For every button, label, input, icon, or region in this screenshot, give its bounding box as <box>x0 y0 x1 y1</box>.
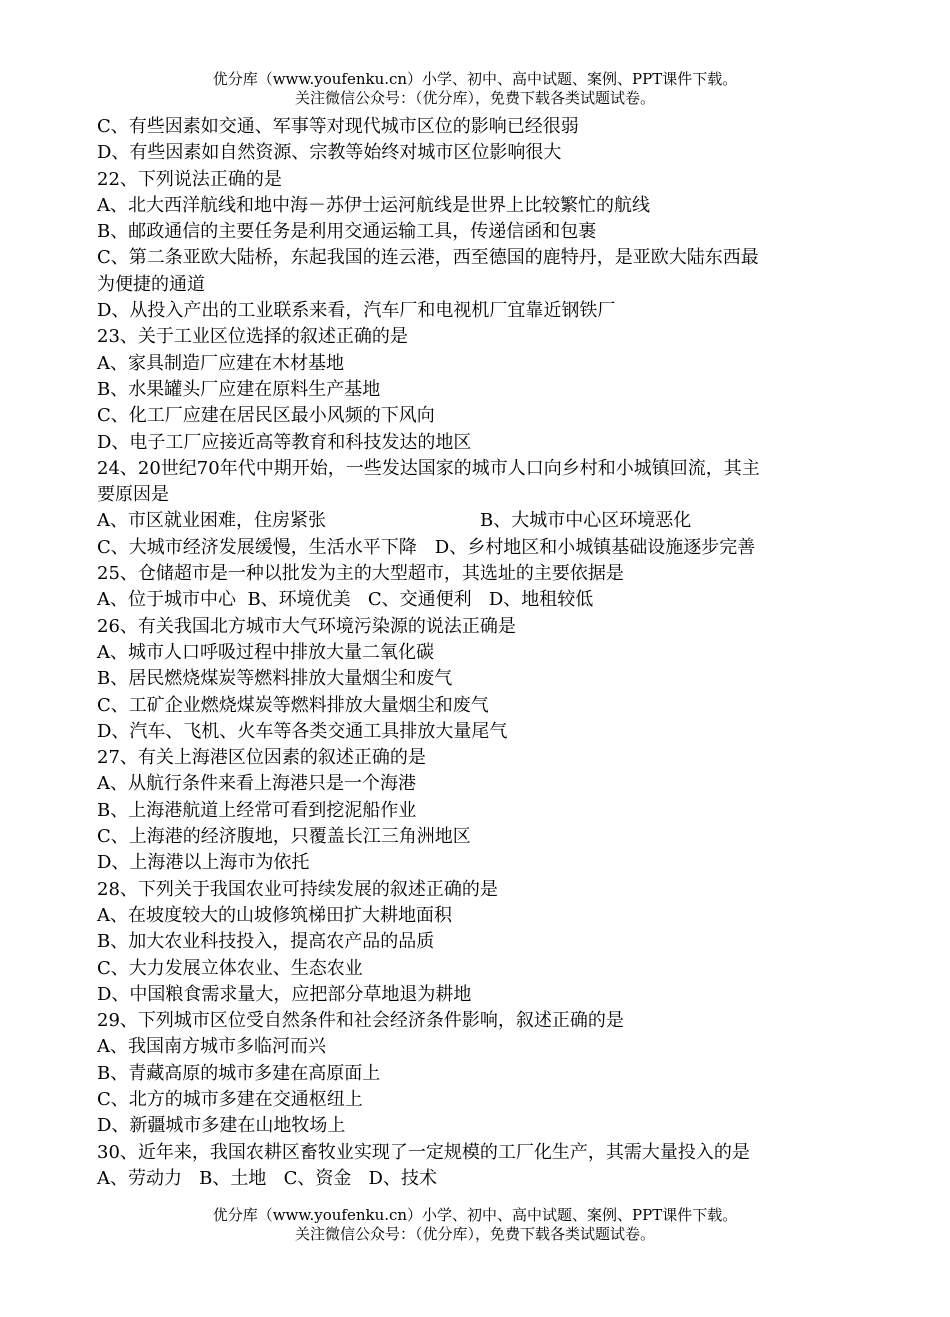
q24-options-ab <box>97 508 867 534</box>
q29-option-d: D、新疆城市多建在山地牧场上 <box>97 1115 346 1137</box>
q24-options-cd <box>97 535 867 561</box>
q27-option-d: D、上海港以上海市为依托 <box>97 852 310 874</box>
q29-option-b: B、青藏高原的城市多建在高原面上 <box>97 1062 381 1084</box>
q22-option-b: B、邮政通信的主要任务是利用交通运输工具，传递信函和包裹 <box>97 221 597 243</box>
q28-option-c: C、大力发展立体农业、生态农业 <box>97 957 363 979</box>
q25-option-d: D、地租较低 <box>488 589 594 611</box>
q25-stem: 25、仓储超市是一种以批发为主的大型超市，其选址的主要依据是 <box>97 563 624 585</box>
q26-option-d: D、汽车、飞机、火车等各类交通工具排放大量尾气 <box>97 720 508 742</box>
q30-option-c: C、资金 <box>283 1167 352 1189</box>
q21-option-c: C、有些因素如交通、军事等对现代城市区位的影响已经很弱 <box>97 116 579 137</box>
q30-option-a: A、劳动力 <box>97 1167 182 1189</box>
q24-stem-line2: 要原因是 <box>97 484 169 506</box>
q27-stem: 27、有关上海港区位因素的叙述正确的是 <box>97 747 426 769</box>
q27-option-b: B、上海港航道上经常可看到挖泥船作业 <box>97 799 417 821</box>
q26-option-c: C、工矿企业燃烧煤炭等燃料排放大量烟尘和废气 <box>97 694 489 716</box>
q29-option-c: C、北方的城市多建在交通枢纽上 <box>97 1088 363 1110</box>
footer-line-2: 关注微信公众号：（优分库），免费下载各类试题试卷。 <box>294 1225 655 1243</box>
q28-stem: 28、下列关于我国农业可持续发展的叙述正确的是 <box>97 878 498 900</box>
q30-options <box>97 1166 867 1192</box>
q26-option-a: A、城市人口呼吸过程中排放大量二氧化碳 <box>97 641 434 663</box>
q29-stem: 29、下列城市区位受自然条件和社会经济条件影响，叙述正确的是 <box>97 1010 624 1032</box>
q24-option-c: C、大城市经济发展缓慢，生活水平下降 <box>97 536 417 558</box>
page-footer <box>0 1206 950 1244</box>
footer-line-1: 优分库（www.youfenku.cn）小学、初中、高中试题、案例、PPT课件下载。 <box>212 1206 738 1224</box>
q27-option-c: C、上海港的经济腹地，只覆盖长江三角洲地区 <box>97 826 471 848</box>
q23-stem: 23、关于工业区位选择的叙述正确的是 <box>97 326 408 348</box>
q24-option-d: D、乡村地区和小城镇基础设施逐步完善 <box>434 536 756 558</box>
header-line-2: 关注微信公众号：（优分库），免费下载各类试题试卷。 <box>294 89 655 107</box>
q22-option-d: D、从投入产出的工业联系来看，汽车厂和电视机厂宜靠近钢铁厂 <box>97 300 616 322</box>
q24-stem-line1: 24、20世纪70年代中期开始，一些发达国家的城市人口向乡村和小城镇回流，其主 <box>97 457 760 479</box>
q30-stem: 30、近年来，我国农耕区畜牧业实现了一定规模的工厂化生产，其需大量投入的是 <box>97 1141 750 1163</box>
q28-option-a: A、在坡度较大的山坡修筑梯田扩大耕地面积 <box>97 904 452 926</box>
question-list <box>97 114 867 1192</box>
q26-option-b: B、居民燃烧煤炭等燃料排放大量烟尘和废气 <box>97 668 453 690</box>
q25-option-c: C、交通便利 <box>367 589 472 611</box>
header-line-1: 优分库（www.youfenku.cn）小学、初中、高中试题、案例、PPT课件下载。 <box>212 70 738 88</box>
q23-option-b: B、水果罐头厂应建在原料生产基地 <box>97 378 381 400</box>
q21-option-d: D、有些因素如自然资源、宗教等始终对城市区位影响很大 <box>97 142 562 164</box>
q28-option-b: B、加大农业科技投入，提高农产品的品质 <box>97 931 435 953</box>
q30-option-d: D、技术 <box>368 1167 437 1189</box>
q22-stem: 22、下列说法正确的是 <box>97 168 282 190</box>
q24-option-a: A、市区就业困难，住房紧张 <box>97 510 326 532</box>
q22-option-c-line2: 为便捷的通道 <box>97 273 205 295</box>
q23-option-a: A、家具制造厂应建在木材基地 <box>97 352 344 374</box>
q29-option-a: A、我国南方城市多临河而兴 <box>97 1036 326 1058</box>
q24-option-b: B、大城市中心区环境恶化 <box>480 510 692 532</box>
q25-option-b: B、环境优美 <box>247 589 351 611</box>
q22-option-c-line1: C、第二条亚欧大陆桥，东起我国的连云港，西至德国的鹿特丹，是亚欧大陆东西最 <box>97 247 759 269</box>
q23-option-c: C、化工厂应建在居民区最小风频的下风向 <box>97 405 435 427</box>
q27-option-a: A、从航行条件来看上海港只是一个海港 <box>97 773 416 795</box>
q23-option-d: D、电子工厂应接近高等教育和科技发达的地区 <box>97 431 472 453</box>
q25-option-a: A、位于城市中心 <box>97 589 236 611</box>
q22-option-a: A、北大西洋航线和地中海－苏伊士运河航线是世界上比较繁忙的航线 <box>97 194 650 216</box>
page-header <box>0 70 950 108</box>
q25-options <box>97 587 867 613</box>
q28-option-d: D、中国粮食需求量大，应把部分草地退为耕地 <box>97 983 472 1005</box>
q26-stem: 26、有关我国北方城市大气环境污染源的说法正确是 <box>97 615 516 637</box>
q30-option-b: B、土地 <box>199 1167 267 1189</box>
